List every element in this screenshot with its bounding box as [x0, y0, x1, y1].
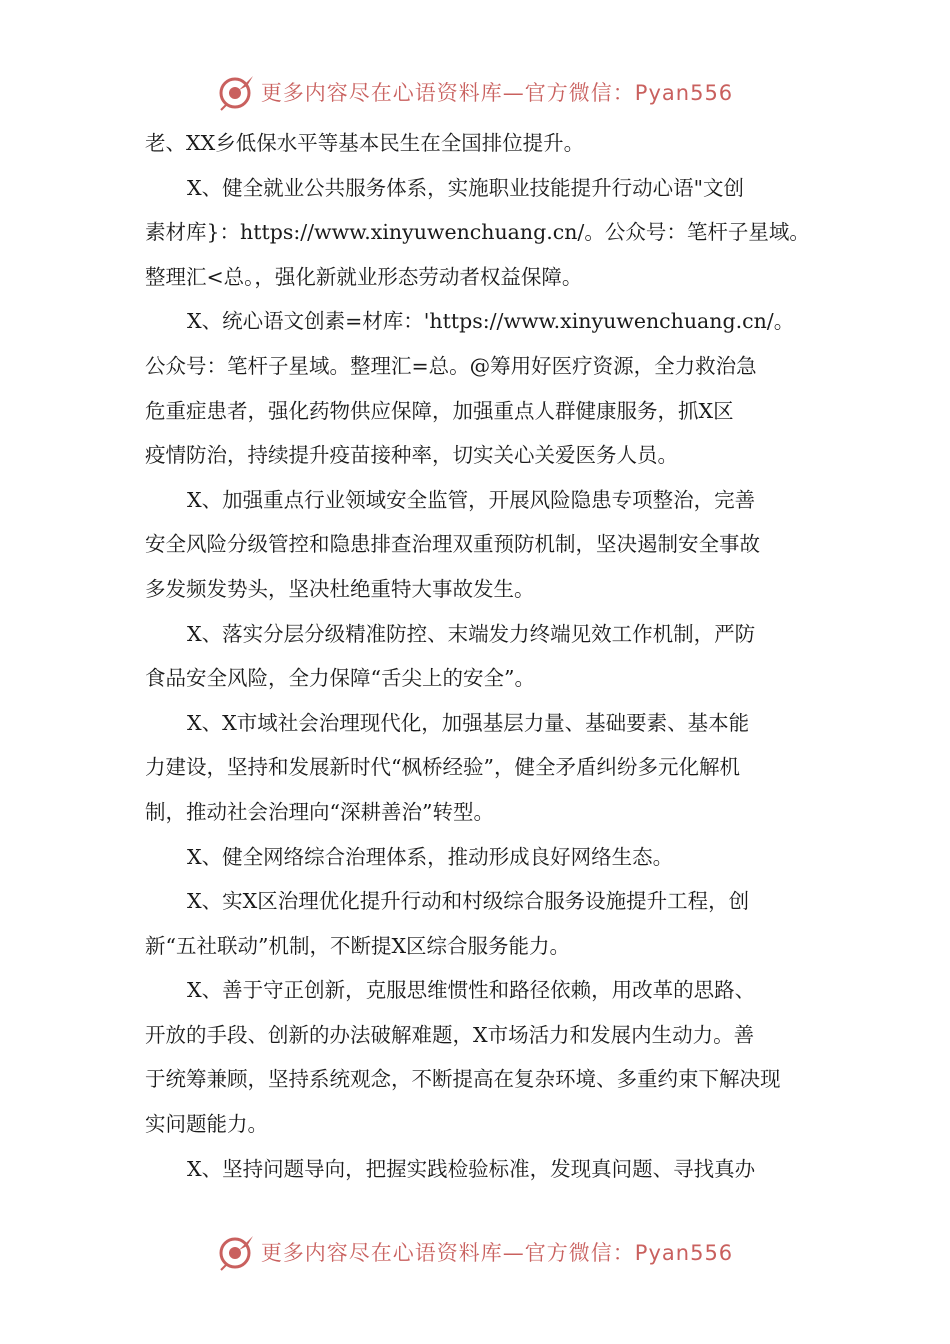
header-watermark-banner	[0, 70, 950, 114]
text-line: 危重症患者，强化药物供应保障，加强重点人群健康服务，抓X区	[145, 398, 734, 423]
text-line: 公众号：笔杆子星域。整理汇=总。@筹用好医疗资源，全力救治急	[145, 353, 757, 378]
footer-watermark-banner	[0, 1230, 950, 1274]
text-line: 开放的手段、创新的办法破解难题，X市场活力和发展内生动力。善	[145, 1022, 755, 1047]
text-line: 老、XX乡低保水平等基本民生在全国排位提升。	[145, 131, 585, 155]
paragraph-first-line: X、落实分层分级精准防控、末端发力终端见效工作机制，严防	[187, 621, 756, 646]
paragraph-first-line: X、X市域社会治理现代化，加强基层力量、基础要素、基本能	[187, 710, 750, 735]
paragraph-first-line: X、健全就业公共服务体系，实施职业技能提升行动心语"文创	[187, 175, 745, 200]
paragraph-first-line: X、加强重点行业领域安全监管，开展风险隐患专项整治，完善	[187, 487, 756, 512]
quill-logo-icon	[217, 72, 257, 112]
text-line: 于统筹兼顾，坚持系统观念，不断提高在复杂环境、多重约束下解决现	[145, 1067, 781, 1092]
paragraph-first-line: X、统心语文创素=材库：'https://www.xinyuwenchuang.cn/。	[187, 309, 795, 334]
text-line: 新“五社联动”机制，不断提X区综合服务能力。	[145, 933, 571, 958]
text-line: 食品安全风险，全力保障“舌尖上的安全”。	[145, 666, 535, 691]
text-line: 实问题能力。	[145, 1112, 268, 1137]
text-line: 素材库}：https://www.xinyuwenchuang.cn/。公众号：笔杆子星域。	[145, 220, 810, 245]
text-line: 力建设，坚持和发展新时代“枫桥经验”，健全矛盾纠纷多元化解机	[145, 755, 740, 780]
document-body	[145, 121, 817, 1191]
text-line: 安全风险分级管控和隐患排查治理双重预防机制，坚决遏制安全事故	[145, 532, 760, 557]
text-line: 整理汇<总。，强化新就业形态劳动者权益保障。	[145, 264, 583, 289]
header-watermark-text: 更多内容尽在心语资料库—官方微信：Pyan556	[260, 81, 734, 105]
paragraph-first-line: X、健全网络综合治理体系，推动形成良好网络生态。	[187, 844, 674, 869]
footer-watermark-text: 更多内容尽在心语资料库—官方微信：Pyan556	[260, 1241, 734, 1265]
paragraph-first-line: X、善于守正创新，克服思维惯性和路径依赖，用改革的思路、	[187, 978, 756, 1003]
paragraph-first-line: X、坚持问题导向，把握实践检验标准，发现真问题、寻找真办	[187, 1156, 756, 1181]
text-line: 疫情防治，持续提升疫苗接种率，切实关心关爱医务人员。	[145, 443, 678, 468]
paragraph-first-line: X、实X区治理优化提升行动和村级综合服务设施提升工程，创	[187, 889, 750, 914]
quill-logo-icon	[217, 1232, 257, 1272]
text-line: 制，推动社会治理向“深耕善治”转型。	[145, 799, 494, 824]
text-line: 多发频发势头，坚决杜绝重特大事故发生。	[145, 576, 535, 601]
